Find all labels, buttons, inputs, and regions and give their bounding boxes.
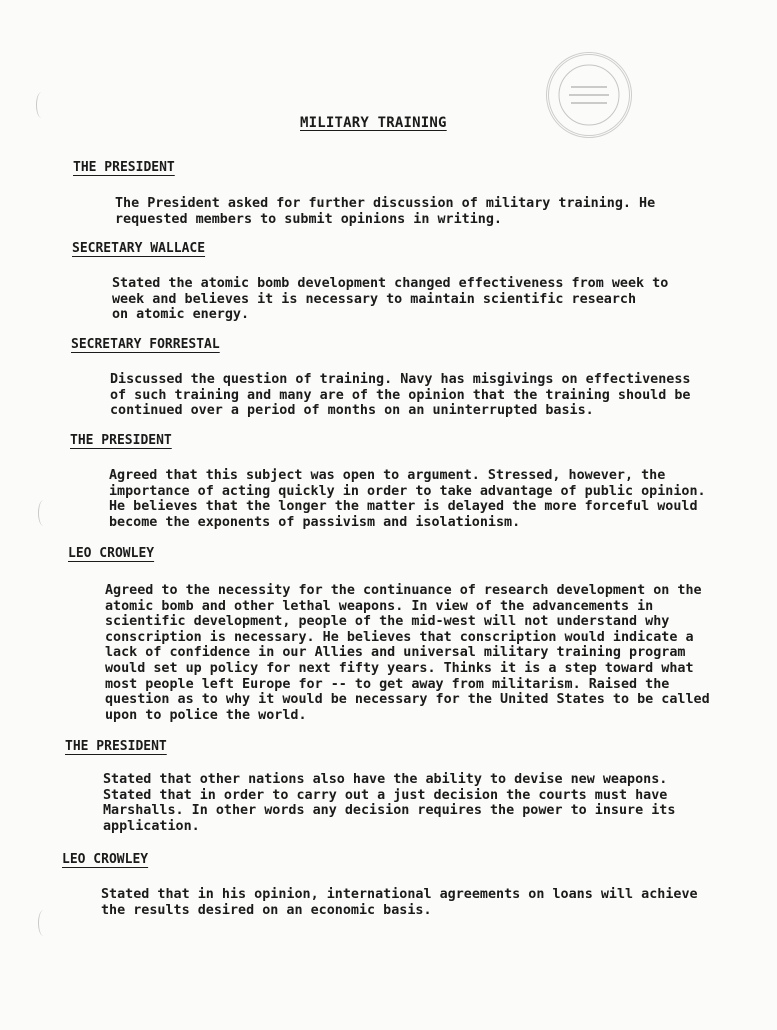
statement-paragraph: [105, 583, 710, 723]
statement-line: He believes that the longer the matter is delayed the more forceful would: [109, 499, 698, 515]
speaker-heading: THE PRESIDENT: [73, 160, 175, 175]
statement-line: conscription is necessary. He believes that conscription would indicate a: [105, 629, 694, 645]
archive-stamp-icon: [549, 55, 629, 135]
statement-line: would set up policy for next fifty years. Thinks it is a step toward what: [105, 660, 694, 676]
statement-line: Stated that other nations also have the ability to devise new weapons.: [103, 772, 668, 787]
speaker-heading: SECRETARY WALLACE: [72, 241, 206, 256]
statement-line: question as to why it would be necessary for the United States to be called: [105, 692, 710, 708]
statement-paragraph: [101, 887, 698, 918]
statement-paragraph: [115, 196, 655, 227]
speaker-heading: LEO CROWLEY: [68, 546, 155, 561]
statement-paragraph: [109, 468, 706, 530]
statement-line: lack of confidence in our Allies and universal military training program: [105, 645, 686, 661]
statement-line: atomic bomb and other lethal weapons. In view of the advancements in: [105, 598, 654, 614]
archive-stamp: [546, 52, 632, 138]
statement-line: most people left Europe for -- to get away from militarism. Raised the: [105, 676, 670, 692]
statement-line: Stated the atomic bomb development changed effectiveness from week to: [112, 276, 669, 291]
statement-paragraph: [110, 372, 690, 419]
statement-line: Stated that in his opinion, international agreements on loans will achieve: [101, 887, 698, 902]
statement-line: importance of acting quickly in order to take advantage of public opinion.: [109, 483, 706, 499]
page-edge-mark: [36, 92, 47, 118]
statement-line: requested members to submit opinions in writing.: [115, 211, 502, 227]
speaker-heading: THE PRESIDENT: [70, 433, 172, 448]
statement-line: Agreed that this subject was open to argument. Stressed, however, the: [109, 468, 666, 483]
statement-line: Marshalls. In other words any decision requires the power to insure its: [103, 803, 676, 819]
statement-line: the results desired on an economic basis.: [101, 902, 432, 918]
statement-line: continued over a period of months on an uninterrupted basis.: [110, 403, 594, 419]
statement-line: of such training and many are of the opinion that the training should be: [110, 387, 691, 403]
document-title: MILITARY TRAINING: [300, 115, 447, 131]
statement-line: upon to police the world.: [105, 707, 307, 723]
statement-paragraph: [112, 276, 668, 323]
statement-line: scientific development, people of the mid-west will not understand why: [105, 614, 670, 630]
statement-line: become the exponents of passivism and isolationism.: [109, 514, 521, 530]
statement-paragraph: [103, 772, 675, 834]
page-edge-mark: [38, 910, 49, 936]
speaker-heading: LEO CROWLEY: [62, 852, 149, 867]
statement-line: week and believes it is necessary to maintain scientific research: [112, 291, 637, 307]
statement-line: Discussed the question of training. Navy has misgivings on effectiveness: [110, 372, 691, 387]
statement-line: The President asked for further discussion of military training. He: [115, 196, 656, 211]
speaker-heading: SECRETARY FORRESTAL: [71, 337, 220, 352]
speaker-heading: THE PRESIDENT: [65, 739, 167, 754]
statement-line: Stated that in order to carry out a just decision the courts must have: [103, 787, 668, 803]
statement-line: Agreed to the necessity for the continuance of research development on the: [105, 583, 702, 598]
statement-line: on atomic energy.: [112, 307, 250, 323]
statement-line: application.: [103, 818, 200, 834]
page-edge-mark: [38, 500, 49, 526]
